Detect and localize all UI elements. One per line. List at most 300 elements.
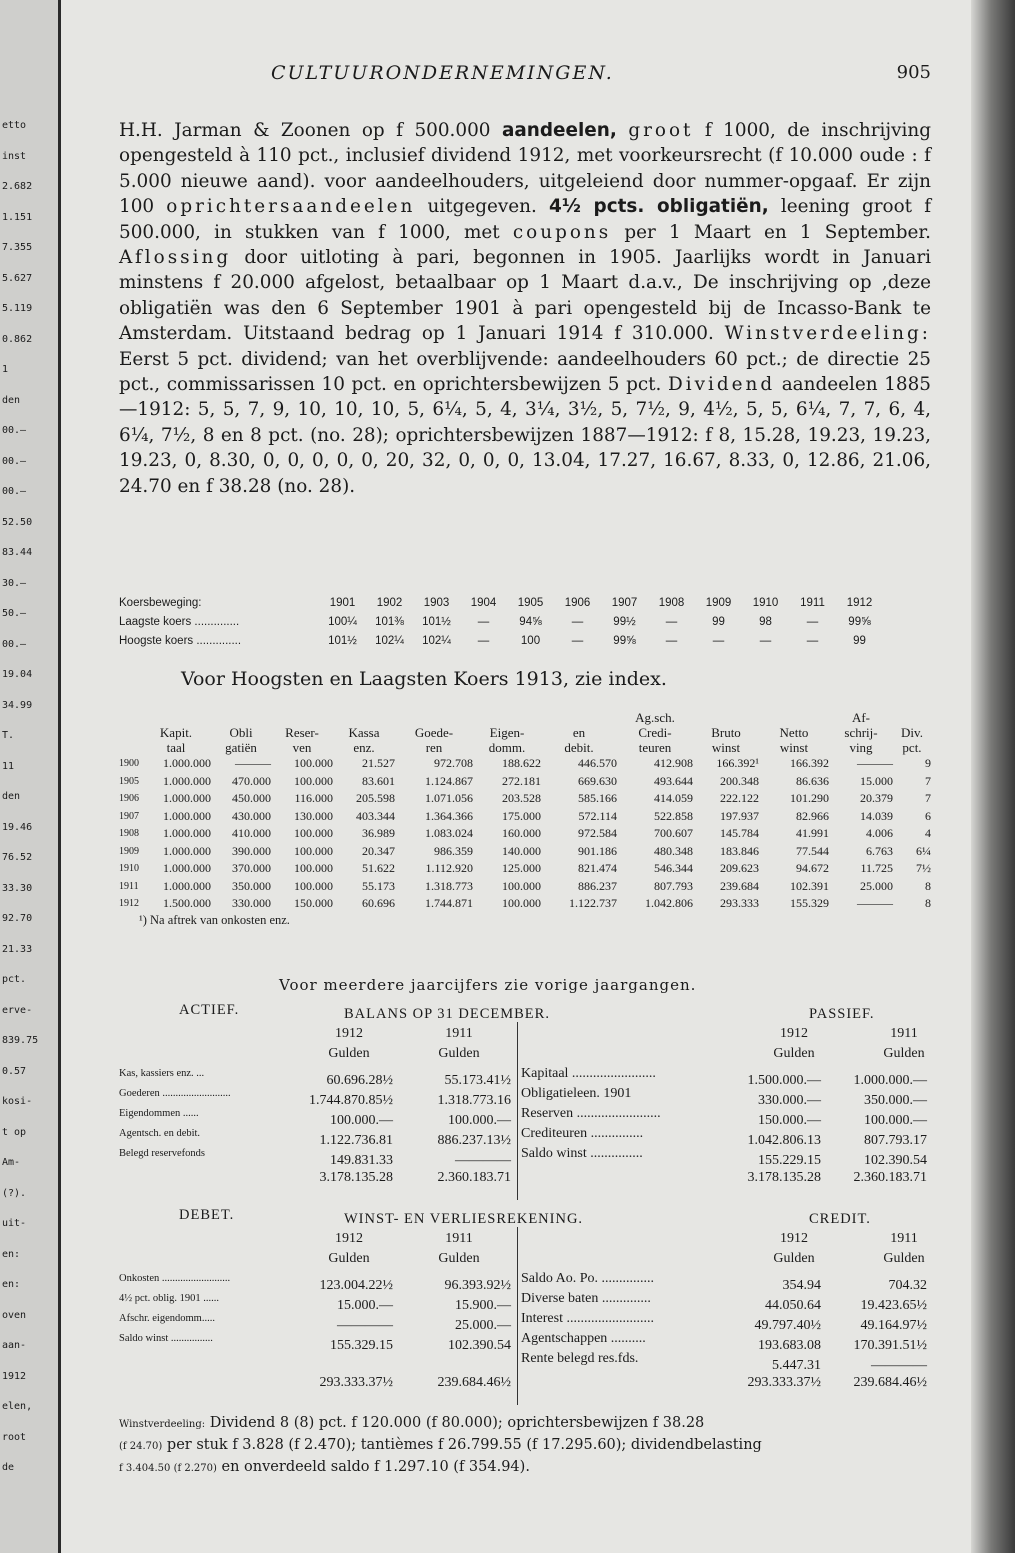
history-cell: 239.684 [720,878,759,893]
winst-item-1911: 25.000.— [455,1318,511,1333]
winstverdeeling-summary [119,1413,931,1479]
history-row [119,808,931,826]
para-text: f 1000, de inschrijving opengesteld à 110 pct., inclusief dividend 1912, met voorkeursrecht (f 10.000 oude : f 5.000 nieuwe aand). voor aandeelhouders, uitgeleiend door nummer-opgaaf. Er zijn 100 [119,120,931,218]
history-cell: 886.237 [578,878,617,893]
history-cell: 572.114 [578,808,617,823]
history-header-cell: winst [711,740,741,755]
history-cell: 20.347 [362,843,395,858]
balans-total-1911: 2.360.183.71 [853,1170,927,1185]
balans-item-1912: 155.229.15 [758,1153,821,1168]
winst-left-years [294,1229,514,1269]
history-cell: 94.672 [796,861,829,876]
history-cell: 15.000 [860,773,893,788]
koers-value: 102¼ [422,634,451,647]
para-spaced: Aflossing [119,247,232,269]
history-cell: 1.364.366 [425,808,473,823]
margin-fragment: 839.75 [2,1035,39,1046]
history-cell: 60.696 [362,896,395,911]
history-cell: 6.763 [866,843,893,858]
history-cell: 1.000.000 [163,826,211,841]
winst-item-1911: 19.423.65½ [860,1298,927,1313]
history-cell: 1.000.000 [163,861,211,876]
running-title: CULTUURONDERNEMINGEN. [271,62,614,84]
history-cell: 821.474 [578,861,617,876]
winst-right-years [739,1229,959,1269]
history-row [119,773,931,791]
balans-right-totals [717,1170,927,1186]
history-cell: 166.392¹ [716,756,759,771]
balans-item-label: Obligatieleen. 1901 [521,1086,632,1101]
history-cell: 100.000 [294,843,333,858]
winst-item-label: Rente belegd res.fds. [521,1351,639,1366]
balans-right-item [521,1124,927,1148]
koers-year: 1911 [800,596,825,609]
balans-item-label: Saldo winst ............... [521,1146,643,1161]
history-cell: 6 [925,808,931,823]
history-cell: 972.708 [434,756,473,771]
balans-left-item [119,1064,511,1088]
winst-item-label: Interest ......................... [521,1311,654,1326]
balans-left-tag: ACTIEF. [179,1002,240,1018]
margin-fragment: 2.682 [2,181,33,192]
winst-item-1912: ———— [337,1318,393,1333]
history-header-cell: gatiën [225,740,257,755]
balans-right-item [521,1144,927,1168]
margin-fragment: elen, [2,1401,33,1412]
history-header-cell [141,710,211,725]
history-header-cell: enz. [353,740,375,755]
koers-year: 1903 [423,596,450,609]
history-cell: 480.348 [654,843,693,858]
winst-item-1911: 49.164.97½ [860,1318,927,1333]
margin-fragment: aan- [2,1340,27,1351]
winst-item-1912: 49.797.40½ [754,1318,821,1333]
koers-year: 1901 [329,596,356,609]
koers-year: 1902 [376,596,403,609]
history-cell: 125.000 [502,861,541,876]
history-cell: 1.000.000 [163,878,211,893]
history-cell: 1.000.000 [163,791,211,806]
history-row [119,860,931,878]
koers-year: 1905 [517,596,544,609]
balans-left-item [119,1144,511,1168]
balans-right-item [521,1084,927,1108]
history-cell: 403.344 [356,808,395,823]
history-cell: 1.122.737 [569,896,617,911]
balans-year: 1912 [335,1026,363,1041]
history-cell: 1.000.000 [163,808,211,823]
balans-item-label: Goederen .......................... [119,1088,231,1099]
koers-value: — [806,634,819,647]
history-cell: 100.000 [502,896,541,911]
history-cell: 51.622 [362,861,395,876]
history-cell: 7 [925,773,931,788]
history-header-cell: Ag.sch. [635,710,675,725]
margin-fragment: en: [2,1248,21,1260]
history-cell: 9 [925,756,931,771]
koers-value: 101⅜ [375,615,404,628]
history-header-cell: Kapit. [159,725,193,740]
history-cell: 1.042.806 [645,896,693,911]
balans-item-1911: 102.390.54 [864,1153,927,1168]
history-cell: 175.000 [502,808,541,823]
margin-fragment: 5.119 [2,303,33,314]
history-header-cell: debit. [564,740,594,755]
koers-value: — [665,634,678,647]
history-header-row [119,740,931,755]
para-text: Eerst 5 pct. dividend; van het overblijvende: aandeelhouders 60 pct.; de directie 25 pct., commissarissen 10 pct. en oprichtersbewijzen 5 pct. [119,348,931,396]
balans-item-1912: 150.000.— [758,1113,821,1128]
history-cell: ——— [235,756,271,771]
balans-right-item [521,1104,927,1128]
history-header-cell: taal [166,740,186,755]
history-cell: 700.607 [654,826,693,841]
history-cell: ——— [857,896,893,911]
history-cell: 100.000 [294,773,333,788]
margin-fragment: Am- [2,1157,21,1168]
history-cell: 102.391 [790,878,829,893]
margin-fragment: pct. [2,974,27,985]
koers-year: 1904 [470,596,497,609]
koers-year: 1908 [658,596,685,609]
margin-fragment: (?). [2,1187,27,1199]
history-year: 1907 [119,810,139,822]
balans-left-items [119,1064,511,1168]
history-footnote: ¹) Na aftrek van onkosten enz. [139,912,290,927]
margin-fragment: oven [2,1309,27,1321]
margin-fragment: 33.30 [2,882,33,894]
koers-value: — [712,634,725,647]
balans-right-items [521,1064,927,1168]
winst-item-1912: 15.000.— [337,1298,393,1313]
history-header-cell: Credi- [638,725,672,740]
balans-item-label: Reserven ........................ [521,1106,661,1121]
history-cell: 370.000 [232,861,271,876]
history-cell: 807.793 [654,878,693,893]
history-header-cell: teuren [638,740,672,755]
history-cell: 446.570 [578,756,617,771]
winst-year: 1911 [445,1231,473,1246]
history-row [119,843,931,861]
history-cell: 6¼ [916,843,931,858]
winst-item-1912: 193.683.08 [758,1338,821,1353]
history-cell: 222.122 [720,791,759,806]
history-cell: 7 [925,791,931,806]
history-cell: 188.622 [502,756,541,771]
running-header [61,62,971,92]
history-year: 1912 [119,898,139,910]
koers-value: 99 [853,634,866,647]
history-header-cell: Kassa [348,725,380,740]
history-year: 1910 [119,863,139,875]
winst-left-item [119,1309,511,1333]
history-cell: 4.006 [866,826,893,841]
koers-value: 101½ [422,615,451,628]
history-cell: 430.000 [232,808,271,823]
history-header-cell [893,710,931,725]
balans-total-1912: 3.178.135.28 [747,1170,821,1185]
right-binding-shadow [971,0,1015,1553]
history-year: 1900 [119,758,139,770]
winst-right-items [521,1269,927,1373]
history-cell: 986.359 [434,843,473,858]
margin-fragment: 1 [2,364,9,375]
margin-fragment: 21.33 [2,943,33,955]
history-year: 1905 [119,775,139,787]
history-cell: 450.000 [232,791,271,806]
winst-item-1912: 354.94 [782,1278,821,1293]
winst-item-1912: 5.447.31 [772,1358,821,1373]
history-cell: 155.329 [790,896,829,911]
history-cell: 493.644 [654,773,693,788]
winst-right-totals [717,1375,927,1391]
balans-unit: Gulden [883,1046,925,1061]
para-text: uitgegeven. [415,196,550,218]
balans-item-1912: 1.500.000.— [747,1073,821,1088]
history-row [119,825,931,843]
winst-title: WINST- EN VERLIESREKENING. [344,1211,584,1227]
balans-item-1911: ———— [455,1153,511,1168]
winst-unit-line [739,1249,959,1269]
balans-unit: Gulden [328,1046,370,1061]
balans-item-1912: 1.744.870.85½ [309,1093,393,1108]
winst-right-item [521,1309,927,1333]
margin-fragment: en: [2,1279,21,1290]
winst-unit: Gulden [773,1251,815,1266]
para-text: per 1 Maart en 1 September. [611,221,931,243]
history-header-cell: pct. [902,740,922,755]
history-cell: 1.744.871 [425,896,473,911]
balans-item-label: Kapitaal ........................ [521,1066,656,1081]
history-cell: 4 [925,826,931,841]
winst-item-label: Agentschappen .......... [521,1331,646,1346]
history-cell: 412.908 [654,756,693,771]
history-cell: 197.937 [720,808,759,823]
page-number: 905 [896,62,931,83]
winst-total-1912: 293.333.37½ [319,1375,393,1390]
para-spaced: Winstverdeeling: [724,323,931,345]
history-cell: 8 [925,878,931,893]
history-header-cell: en [572,725,586,740]
winst-year-line [294,1229,514,1249]
margin-fragment: root [2,1431,27,1443]
koers-value: — [571,634,584,647]
balans-item-1911: 100.000.— [864,1113,927,1128]
history-table [119,710,931,928]
winst-unit-line [294,1249,514,1269]
margin-fragment: 76.52 [2,852,33,863]
history-row [119,755,931,773]
margin-fragment: den [2,394,21,406]
history-cell: ——— [857,756,893,771]
history-cell: 1.112.920 [425,861,473,876]
koers-value: 99½ [613,615,636,628]
para-text: aandeelen 1885—1912: 5, 5, 7, 9, 10, 10, 10, 5, 6¼, 5, 4, 3¼, 3½, 5, 7½, 9, 4½, 5, 5, 6¼, 7, 7, 6, 4, 6¼, 7½, 8 en 8 pct. (no. 28); oprichtersbewijzen 1887—1912: f 8, 15.28, 19.23, 19.23, 19.23, 0, 8.30, 0, 0, 0, 0, 0, 20, 32, 0, 0, 0, 13.04, 17.27, 16.67, 8.33, 0, 12.86, 21.06, 24.70 en f 38.28 (no. 28). [119,374,932,497]
history-header-row [119,710,931,725]
history-row [119,878,931,896]
balans-item-1911: 886.237.13½ [437,1133,511,1148]
history-cell: 330.000 [232,896,271,911]
balans-item-label: Belegd reservefonds [119,1148,206,1159]
koers-value: — [665,615,678,628]
history-header-cell: domm. [488,740,526,755]
history-header-cell [271,710,333,725]
winst-left-totals [291,1375,511,1391]
history-cell: 209.623 [720,861,759,876]
winst-left-item [119,1329,511,1353]
margin-fragment: 5.627 [2,272,33,284]
winst-year: 1911 [890,1231,918,1246]
para-text: leening groot f 500.000, in stukken van f 1000, met [119,196,932,243]
margin-fragment: 11 [2,760,15,772]
para-text [617,120,628,141]
history-cell: 293.333 [720,896,759,911]
margin-fragment: 50.– [2,608,27,619]
para-spaced: groot [628,120,694,141]
history-cell: 272.181 [502,773,541,788]
history-cell: 41.991 [796,826,829,841]
history-header-cell: Reser- [285,725,319,740]
margin-fragment: 92.70 [2,913,33,924]
history-cell: 145.784 [720,826,759,841]
balans-unit: Gulden [438,1046,480,1061]
winst-item-label: Saldo Ao. Po. ............... [521,1271,655,1286]
balans-center-rule [517,1022,518,1200]
history-cell: 585.166 [578,791,617,806]
history-header-cell: winst [779,740,809,755]
history-cell: 150.000 [294,896,333,911]
winst-center-rule [517,1227,518,1405]
history-header-cell [693,710,759,725]
history-header-cell: Obli [229,725,253,740]
history-cell: 100.000 [502,878,541,893]
margin-fragment: 00.– [2,455,27,467]
koers-value: — [571,615,584,628]
history-cell: 14.039 [860,808,893,823]
history-cell: 1.500.000 [163,896,211,911]
winst-item-1912: 155.329.15 [330,1338,393,1353]
history-cell: 522.858 [654,808,693,823]
history-year-spacer [119,710,141,725]
balans-year-line [294,1024,514,1044]
history-header-cell: Bruto [711,725,741,740]
balans-item-label: Eigendommen ...... [119,1108,199,1119]
margin-fragment: 1.151 [2,211,33,223]
history-row [119,895,931,913]
company-paragraph [119,118,931,499]
history-header-cell [759,710,829,725]
history-header-cell: Af- [851,710,871,725]
history-cell: 1.000.000 [163,773,211,788]
balans-item-1912: 60.696.28½ [326,1073,393,1088]
voor-hoogsten-note: Voor Hoogsten en Laagsten Koers 1913, zie index. [181,668,667,690]
margin-fragment: 83.44 [2,547,33,558]
history-cell: 1.000.000 [163,756,211,771]
balans-year: 1912 [780,1026,808,1041]
history-cell: 166.392 [790,756,829,771]
history-cell: 55.173 [362,878,395,893]
margin-fragment: 52.50 [2,516,33,528]
winst-right-item [521,1289,927,1313]
history-cell: 390.000 [232,843,271,858]
history-cell: 86.636 [796,773,829,788]
history-cell: 101.290 [790,791,829,806]
koers-value: 100¼ [328,615,357,628]
history-cell: 1.318.773 [425,878,473,893]
balans-item-1912: 1.122.736.81 [319,1133,393,1148]
winst-right-tag: CREDIT. [809,1211,871,1227]
balans-title: BALANS OP 31 DECEMBER. [344,1006,550,1022]
winst-item-label: Onkosten .......................... [119,1273,231,1284]
balans-left-item [119,1084,511,1108]
winst-item-1912: 44.050.64 [765,1298,821,1313]
para-spaced: coupons [512,221,612,243]
history-header-cell: Goede- [414,725,454,740]
winst-unit: Gulden [438,1251,480,1266]
margin-fragment: t op [2,1126,27,1138]
koers-row [119,631,931,650]
koers-value: 94⅝ [519,615,542,628]
winst-item-label: Saldo winst ................ [119,1333,213,1344]
history-header-cell [395,710,473,725]
history-cell: 130.000 [294,808,333,823]
summary-text: Dividend 8 (8) pct. f 120.000 (f 80.000); oprichtersbewijzen f 38.28 [205,1415,705,1431]
history-header-cell [211,710,271,725]
winst-item-1911: 170.391.51½ [853,1338,927,1353]
balans-left-item [119,1124,511,1148]
winst-total-1911: 239.684.46½ [853,1375,927,1390]
history-cell: 546.344 [654,861,693,876]
history-cell: 414.059 [654,791,693,806]
history-header-cell: ren [425,740,443,755]
winst-item-1911: 102.390.54 [448,1338,511,1353]
balans-item-1912: 149.831.33 [330,1153,393,1168]
winst-year-line [739,1229,959,1249]
balans-unit-line [294,1044,514,1064]
winst-left-tag: DEBET. [179,1207,235,1223]
koers-value: 99⅝ [613,634,636,647]
margin-fragment: 0.862 [2,333,33,345]
history-cell: 100.000 [294,861,333,876]
koers-year: 1912 [846,596,873,609]
winst-year: 1912 [335,1231,363,1246]
koersbeweging-table [119,593,931,650]
history-cell: 100.000 [294,756,333,771]
history-cell: 20.379 [860,791,893,806]
balans-item-1911: 1.318.773.16 [437,1093,511,1108]
history-cell: 11.725 [860,861,893,876]
winst-left-item [119,1269,511,1293]
history-header-cell [333,710,395,725]
para-text: H.H. Jarman & Zoonen op f 500.000 [119,120,502,141]
balans-item-1911: 100.000.— [448,1113,511,1128]
history-header-cell: ving [849,740,873,755]
history-year-spacer [119,740,141,755]
margin-fragment: 19.04 [2,669,33,680]
winst-item-1912: 123.004.22½ [319,1278,393,1293]
balans-item-1911: 55.173.41½ [444,1073,511,1088]
history-cell: 470.000 [232,773,271,788]
winst-item-label: 4½ pct. oblig. 1901 ...... [119,1293,220,1304]
koers-year: 1910 [752,596,779,609]
summary-label: f 3.404.50 (f 2.270) [119,1463,217,1474]
balans-left-item [119,1104,511,1128]
book-page [61,0,971,1553]
winst-total-1911: 239.684.46½ [437,1375,511,1390]
balans-year: 1911 [890,1026,918,1041]
balans-right-years [739,1024,959,1064]
history-header-row [119,725,931,740]
